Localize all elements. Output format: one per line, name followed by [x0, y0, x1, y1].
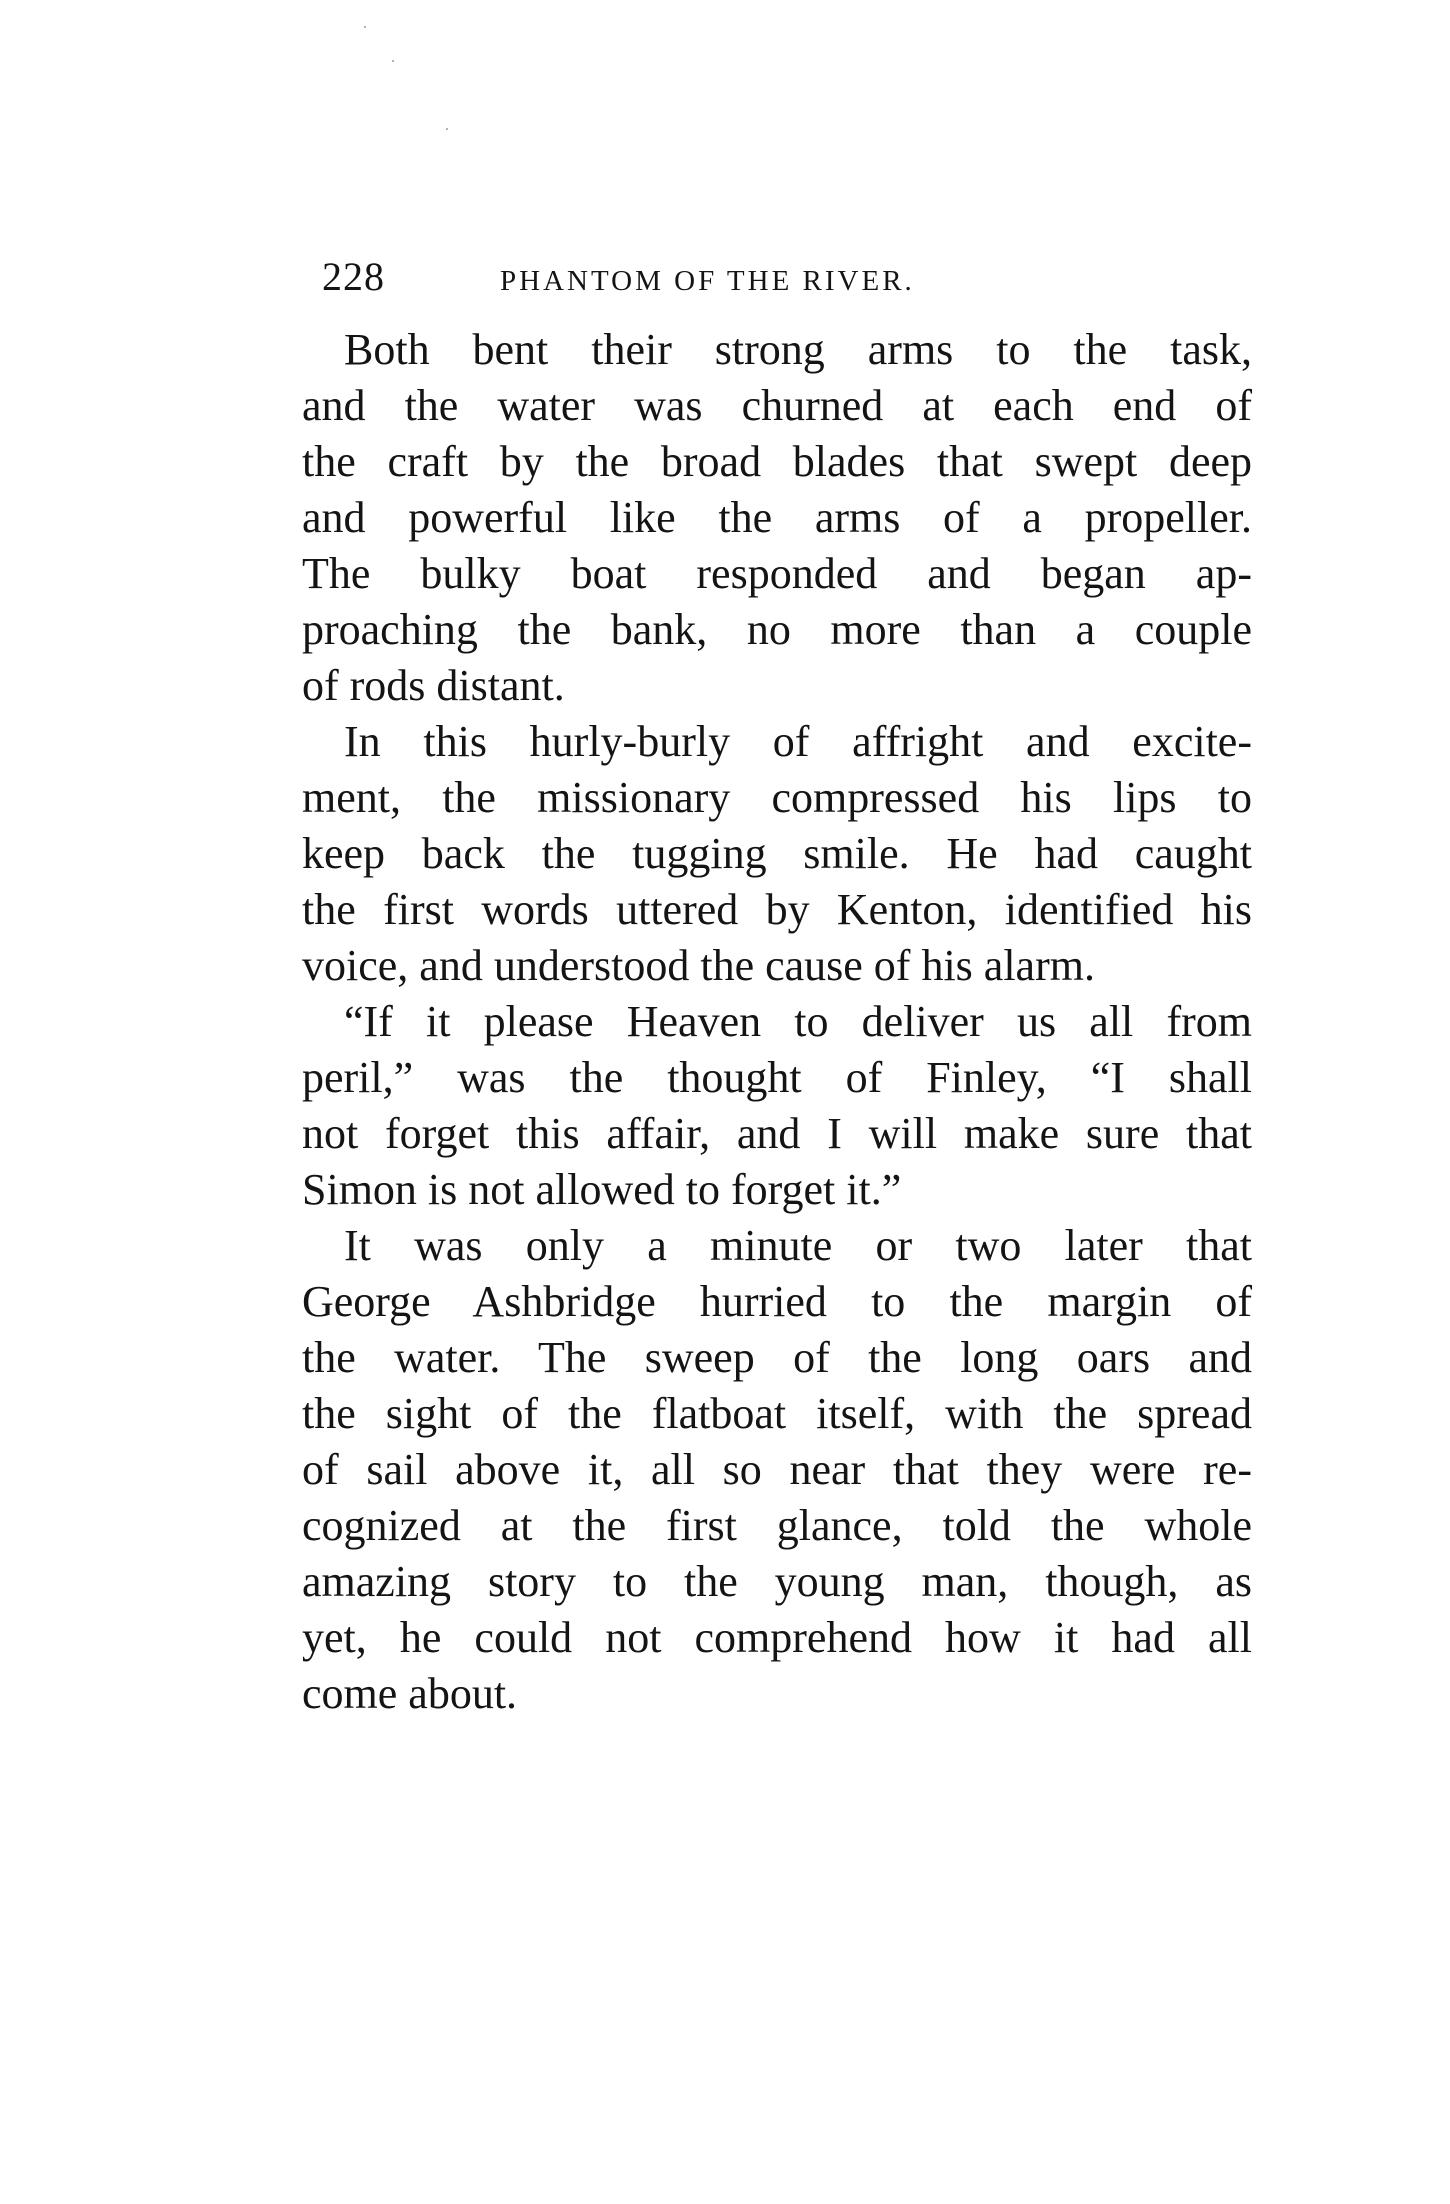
paragraph [302, 322, 1252, 714]
text-line: and powerful like the arms of a propeller. [302, 493, 1252, 542]
text-line: peril,” was the thought of Finley, “I shall [302, 1053, 1252, 1102]
text-line: the sight of the flatboat itself, with the spread [302, 1389, 1252, 1438]
text-line: of sail above it, all so near that they were re- [302, 1445, 1252, 1494]
page-header [322, 252, 1272, 302]
paper-speck [364, 26, 366, 28]
text-line: keep back the tugging smile. He had caught [302, 829, 1252, 878]
text-line: Simon is not allowed to forget it.” [302, 1165, 902, 1214]
text-line: and the water was churned at each end of [302, 381, 1252, 430]
text-line: of rods distant. [302, 661, 565, 710]
page-number: 228 [322, 254, 385, 299]
text-line: ment, the missionary compressed his lips to [302, 773, 1252, 822]
paragraph [302, 1218, 1252, 1722]
text-line: cognized at the first glance, told the whole [302, 1501, 1252, 1550]
text-line: not forget this affair, and I will make sure that [302, 1109, 1252, 1158]
text-line: Both bent their strong arms to the task, [344, 325, 1252, 374]
text-line: the water. The sweep of the long oars and [302, 1333, 1252, 1382]
paper-speck [446, 128, 448, 130]
paragraph [302, 714, 1252, 994]
running-title: PHANTOM OF THE RIVER. [500, 265, 915, 297]
text-line: The bulky boat responded and began ap- [302, 549, 1252, 598]
text-line: yet, he could not comprehend how it had all [302, 1613, 1252, 1662]
text-line: George Ashbridge hurried to the margin of [302, 1277, 1252, 1326]
text-line: voice, and understood the cause of his alarm. [302, 941, 1095, 990]
body-text [302, 322, 1252, 1722]
text-line: the first words uttered by Kenton, identified his [302, 885, 1252, 934]
text-line: It was only a minute or two later that [344, 1221, 1252, 1270]
text-line: “If it please Heaven to deliver us all from [344, 997, 1252, 1046]
paper-speck [392, 60, 394, 62]
text-line: proaching the bank, no more than a couple [302, 605, 1252, 654]
text-line: the craft by the broad blades that swept deep [302, 437, 1252, 486]
text-line: amazing story to the young man, though, as [302, 1557, 1252, 1606]
text-line: In this hurly-burly of affright and excite- [344, 717, 1252, 766]
text-line: come about. [302, 1669, 518, 1718]
paragraph [302, 994, 1252, 1218]
